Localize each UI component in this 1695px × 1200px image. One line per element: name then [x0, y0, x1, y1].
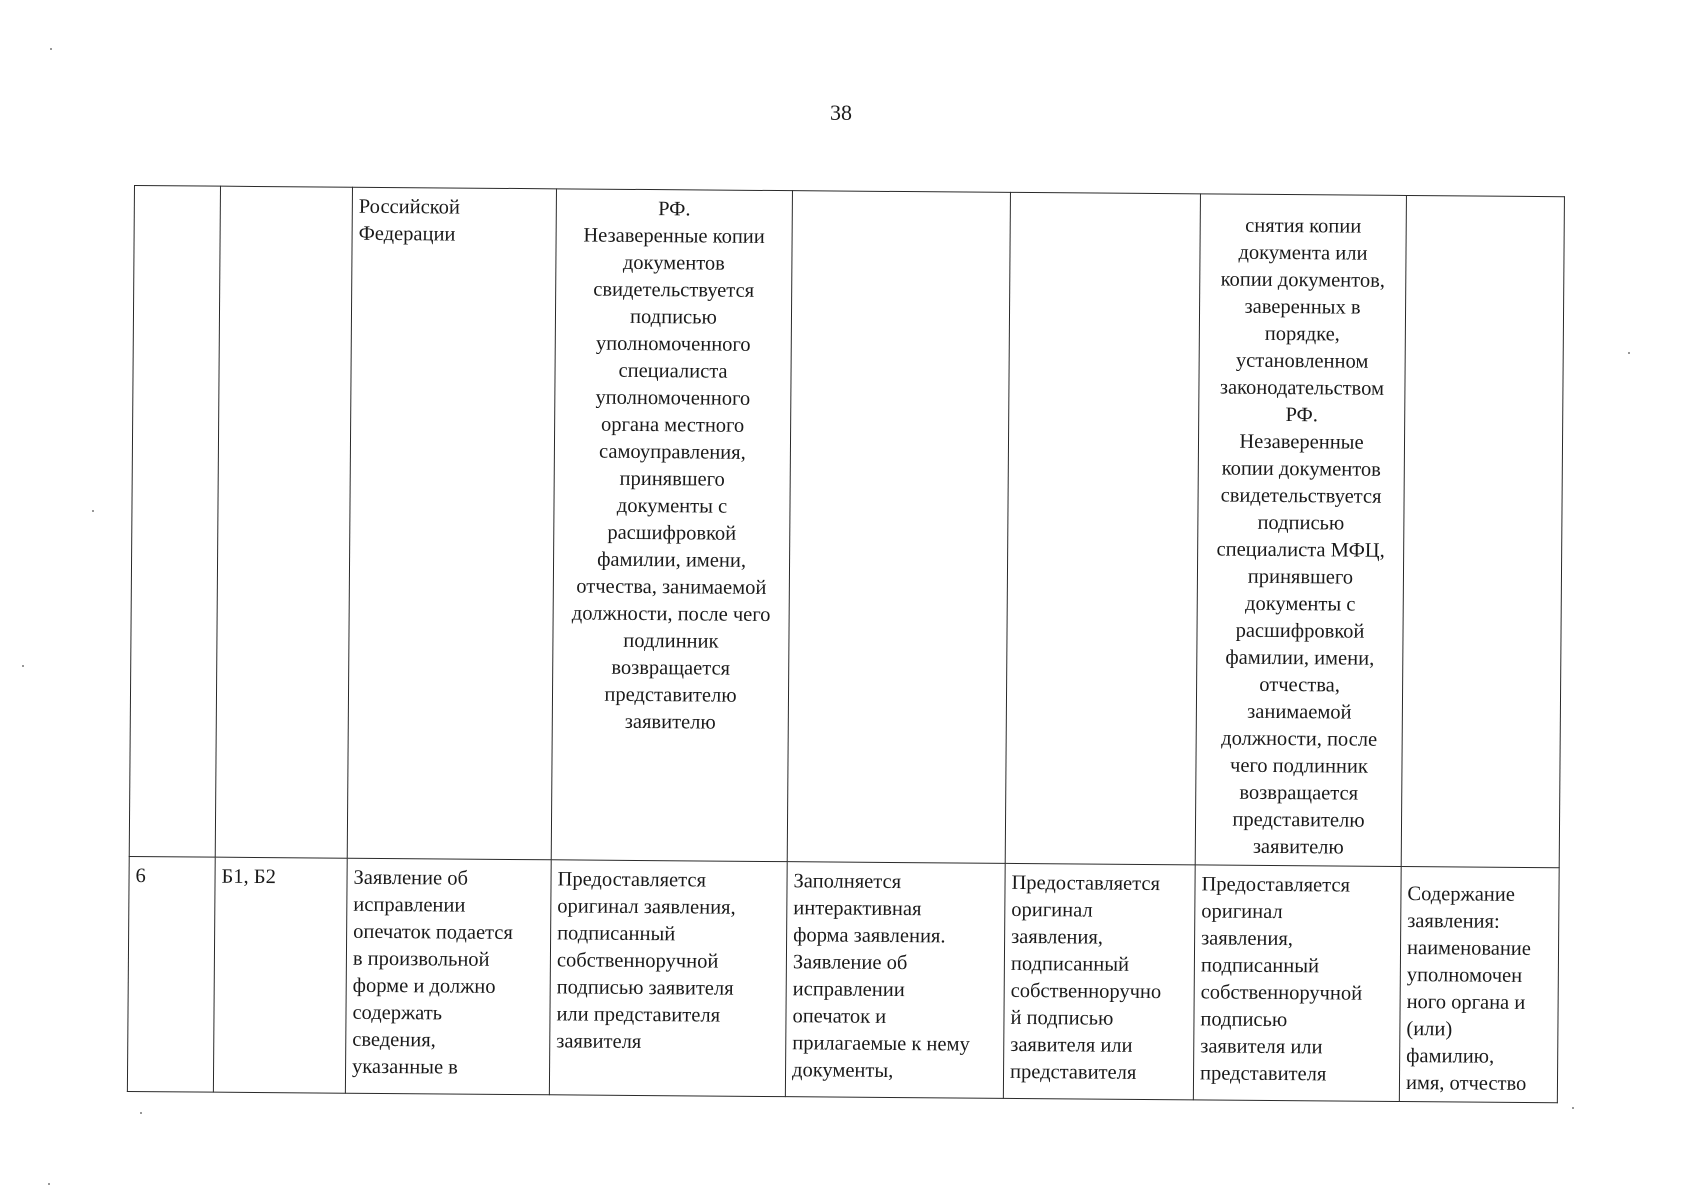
cell-mail-submission [1005, 192, 1200, 864]
cell-mail-submission: Предоставляется оригинал заявления, подписанный собственноручно й подписью заявителя или представителя [1003, 863, 1195, 1099]
scan-speck [92, 510, 94, 512]
page-number: 38 [830, 100, 852, 125]
scan-speck [50, 48, 52, 50]
cell-mfc-submission: снятия копии документа или копии документов, заверенных в порядке, установленном законодательством РФ. Незаверенные копии документов свидетельствуется подписью специалиста МФЦ, принявшего документы с расшифровкой фамилии, имени, отчества, занимаемой должности, после чего подлинник возвращается представителю заявителю [1195, 194, 1406, 867]
cell-electronic-submission: Заполняется интерактивная форма заявления. Заявление об исправлении опечаток и прилагаемые к нему документы, [785, 862, 1005, 1099]
document-table [127, 185, 1565, 1103]
cell-requirements: Содержание заявления: наименование уполномочен ного органа и (или) фамилию, имя, отчество [1399, 866, 1559, 1102]
table-row-6 [127, 856, 1559, 1102]
scan-speck [48, 1183, 50, 1185]
cell-personal-submission: РФ. Незаверенные копии документов свидетельствуется подписью уполномоченного специалиста уполномоченного органа местного самоуправления, принявшего документы с расшифровкой фамилии, имени, отчества, занимаемой должности, после чего подлинник возвращается представителю заявителю [551, 189, 792, 862]
cell-document: Заявление об исправлении опечаток подается в произвольной форме и должно содержать сведения, указанные в [345, 858, 551, 1095]
scan-speck [22, 665, 24, 667]
cell-number [129, 186, 220, 858]
cell-category [215, 186, 352, 858]
cell-personal-submission: Предоставляется оригинал заявления, подписанный собственноручной подписью заявителя или представителя заявителя [549, 860, 787, 1097]
cell-category: Б1, Б2 [213, 857, 347, 1093]
cell-electronic-submission [787, 191, 1010, 864]
cell-document: Российской Федерации [347, 187, 556, 860]
scan-speck [140, 1112, 142, 1114]
scan-speck [1628, 352, 1630, 354]
scan-speck [1572, 1107, 1574, 1109]
cell-number: 6 [127, 856, 215, 1092]
cell-requirements [1401, 195, 1564, 867]
table-row-continuation [129, 186, 1564, 868]
cell-mfc-submission: Предоставляется оригинал заявления, подписанный собственноручной подписью заявителя или представителя [1193, 865, 1401, 1102]
